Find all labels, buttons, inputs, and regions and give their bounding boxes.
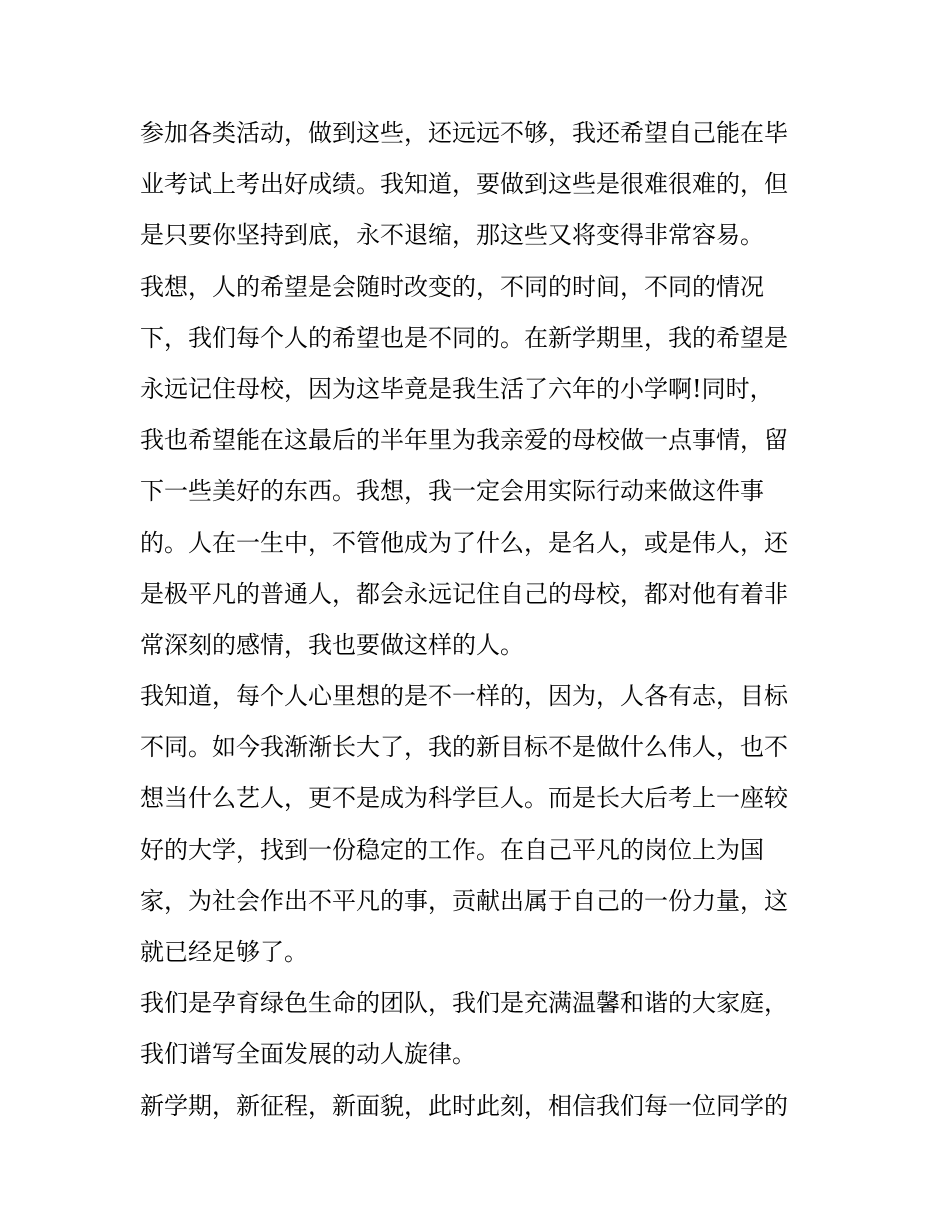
text-line: 我想，人的希望是会随时改变的，不同的时间，不同的情况 <box>140 272 764 301</box>
text-line: 永远记住母校，因为这毕竟是我生活了六年的小学啊!同时， <box>140 374 774 403</box>
document-body <box>140 108 820 1132</box>
text-line: 就已经足够了。 <box>140 938 308 966</box>
text-line: 的。人在一生中，不管他成为了什么，是名人，或是伟人，还 <box>140 528 788 557</box>
text-line: 想当什么艺人，更不是成为科学巨人。而是长大后考上一座较 <box>140 784 788 813</box>
text-line: 新学期，新征程，新面貌，此时此刻，相信我们每一位同学的 <box>140 1091 788 1120</box>
text-line: 是极平凡的普通人，都会永远记住自己的母校，都对他有着非 <box>140 579 788 608</box>
text-line: 家，为社会作出不平凡的事，贡献出属于自己的一份力量，这 <box>140 886 788 915</box>
text-line: 参加各类活动，做到这些，还远远不够，我还希望自己能在毕 <box>140 119 788 147</box>
text-line: 业考试上考出好成绩。我知道，要做到这些是很难很难的，但 <box>140 170 788 199</box>
text-line: 下，我们每个人的希望也是不同的。在新学期里，我的希望是 <box>140 323 788 352</box>
text-line: 不同。如今我渐渐长大了，我的新目标不是做什么伟人，也不 <box>140 733 788 762</box>
text-line: 好的大学，找到一份稳定的工作。在自己平凡的岗位上为国 <box>140 835 764 864</box>
text-line: 我们是孕育绿色生命的团队，我们是充满温馨和谐的大家庭， <box>140 989 788 1018</box>
text-line: 是只要你坚持到底，永不退缩，那这些又将变得非常容易。 <box>140 221 764 250</box>
text-line: 我也希望能在这最后的半年里为我亲爱的母校做一点事情，留 <box>140 426 788 455</box>
text-line: 我知道，每个人心里想的是不一样的，因为，人各有志，目标 <box>140 682 788 711</box>
text-line: 常深刻的感情，我也要做这样的人。 <box>140 630 524 659</box>
text-line: 我们谱写全面发展的动人旋律。 <box>140 1040 476 1069</box>
text-line: 下一些美好的东西。我想，我一定会用实际行动来做这件事 <box>140 477 764 506</box>
